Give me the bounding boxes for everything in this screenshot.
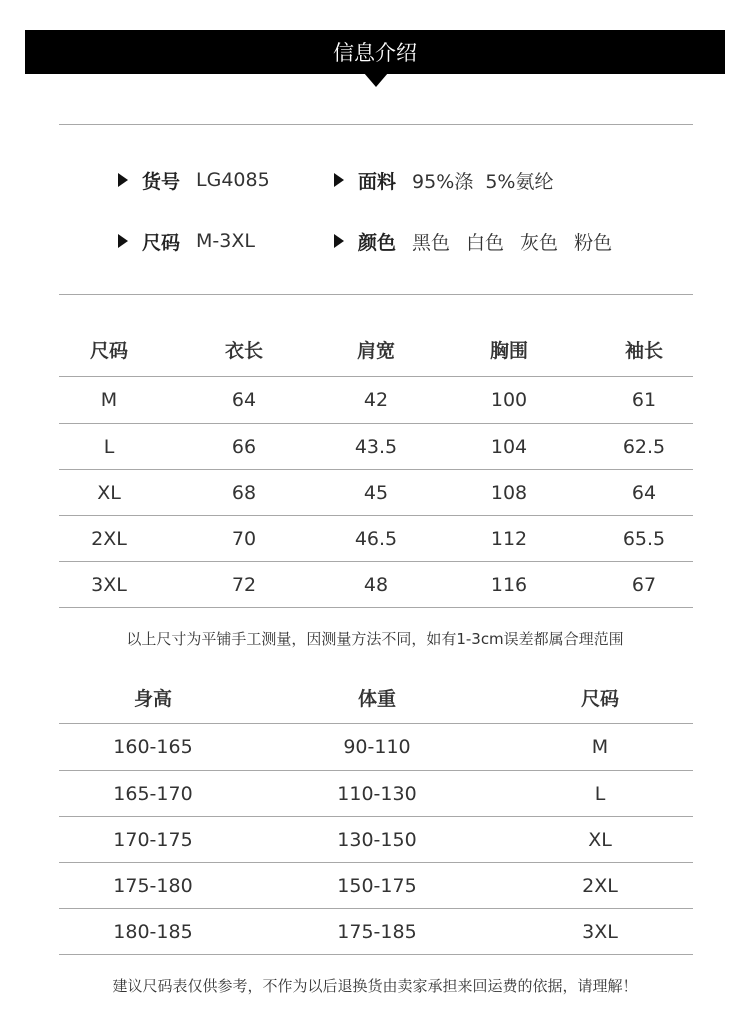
color-value: 白色	[466, 231, 505, 254]
size-value: M-3XL	[196, 230, 255, 252]
header-cell: 肩宽	[356, 339, 395, 362]
table-row	[59, 771, 693, 817]
color-value: 黑色	[412, 231, 451, 254]
table-row	[59, 562, 693, 608]
table-cell: XL	[97, 481, 121, 504]
header-cell: 身高	[133, 687, 172, 710]
table-cell: L	[594, 782, 606, 805]
table-cell: 61	[631, 389, 657, 411]
table-cell: 66	[231, 435, 257, 458]
table-row	[59, 817, 693, 863]
table-cell: 62.5	[622, 435, 666, 458]
table-row	[59, 470, 693, 516]
triangle-bullet-icon	[334, 234, 344, 248]
header-cell: 胸围	[489, 339, 528, 362]
table-cell: 104	[490, 435, 528, 458]
table-cell: 43.5	[354, 435, 398, 458]
triangle-bullet-icon	[118, 173, 128, 187]
banner-notch	[364, 73, 388, 87]
header-cell: 尺码	[580, 687, 619, 710]
color-value: 灰色	[520, 231, 559, 254]
table-cell: 90-110	[343, 736, 411, 758]
divider-middle	[59, 294, 693, 295]
table-row	[59, 724, 693, 771]
item-number-value: LG4085	[196, 169, 270, 191]
table-cell: 68	[231, 481, 257, 504]
table-cell: M	[100, 389, 118, 411]
table-cell: 48	[363, 573, 389, 596]
size-label: 尺码	[142, 231, 181, 254]
info-item-size	[118, 226, 255, 256]
header-cell: 衣长	[224, 339, 263, 362]
table-cell: 42	[363, 389, 389, 411]
table-cell: 64	[231, 389, 257, 411]
info-item-color	[334, 226, 628, 256]
table-row	[59, 377, 693, 424]
fit-table	[59, 671, 693, 955]
table-cell: 70	[231, 527, 257, 550]
table-cell: 175-180	[113, 874, 193, 897]
size-table	[59, 322, 693, 608]
color-label: 颜色	[358, 231, 397, 254]
table-row	[59, 516, 693, 562]
item-number-label: 货号	[142, 170, 181, 193]
divider-top	[59, 124, 693, 125]
table-cell: 160-165	[113, 736, 193, 758]
table-cell: 2XL	[582, 874, 618, 897]
table-cell: 175-185	[337, 920, 417, 943]
table-cell: 65.5	[622, 527, 666, 550]
info-item-number	[118, 165, 270, 195]
header-cell: 体重	[357, 687, 396, 710]
disclaimer-note: 建议尺码表仅供参考，不作为以后退换货由卖家承担来回运费的依据，请理解！	[112, 977, 638, 995]
table-cell: 64	[631, 481, 657, 504]
fabric-label: 面料	[358, 170, 397, 193]
table-row	[59, 424, 693, 470]
table-cell: 45	[363, 481, 389, 504]
header-cell: 袖长	[624, 339, 663, 362]
table-cell: XL	[588, 828, 612, 851]
banner-title: 信息介绍	[333, 41, 417, 65]
table-cell: 165-170	[113, 782, 193, 805]
table-cell: 3XL	[91, 573, 127, 596]
table-cell: 112	[490, 527, 528, 550]
triangle-bullet-icon	[118, 234, 128, 248]
table-cell: 3XL	[582, 920, 618, 943]
table-cell: L	[103, 435, 115, 458]
table-cell: 110-130	[337, 782, 417, 805]
color-value: 粉色	[574, 231, 613, 254]
triangle-bullet-icon	[334, 173, 344, 187]
size-table-header	[59, 322, 693, 377]
table-cell: 116	[490, 573, 528, 596]
table-cell: 170-175	[113, 828, 193, 851]
measurement-note: 以上尺寸为平铺手工测量，因测量方法不同，如有1-3cm误差都属合理范围	[126, 630, 624, 648]
table-cell: 108	[490, 481, 528, 504]
info-item-fabric	[334, 165, 553, 195]
table-cell: 2XL	[91, 527, 127, 550]
header-cell: 尺码	[89, 339, 128, 362]
table-row	[59, 863, 693, 909]
table-row	[59, 909, 693, 955]
table-cell: 130-150	[337, 828, 417, 851]
table-cell: 150-175	[337, 874, 417, 897]
fabric-value: 95%涤 5%氨纶	[412, 170, 554, 193]
fit-table-header	[59, 671, 693, 724]
table-cell: M	[591, 736, 609, 758]
table-cell: 180-185	[113, 920, 193, 943]
table-cell: 67	[631, 573, 657, 596]
table-cell: 46.5	[354, 527, 398, 550]
table-cell: 100	[490, 389, 528, 411]
section-banner	[25, 30, 725, 74]
table-cell: 72	[231, 573, 257, 596]
